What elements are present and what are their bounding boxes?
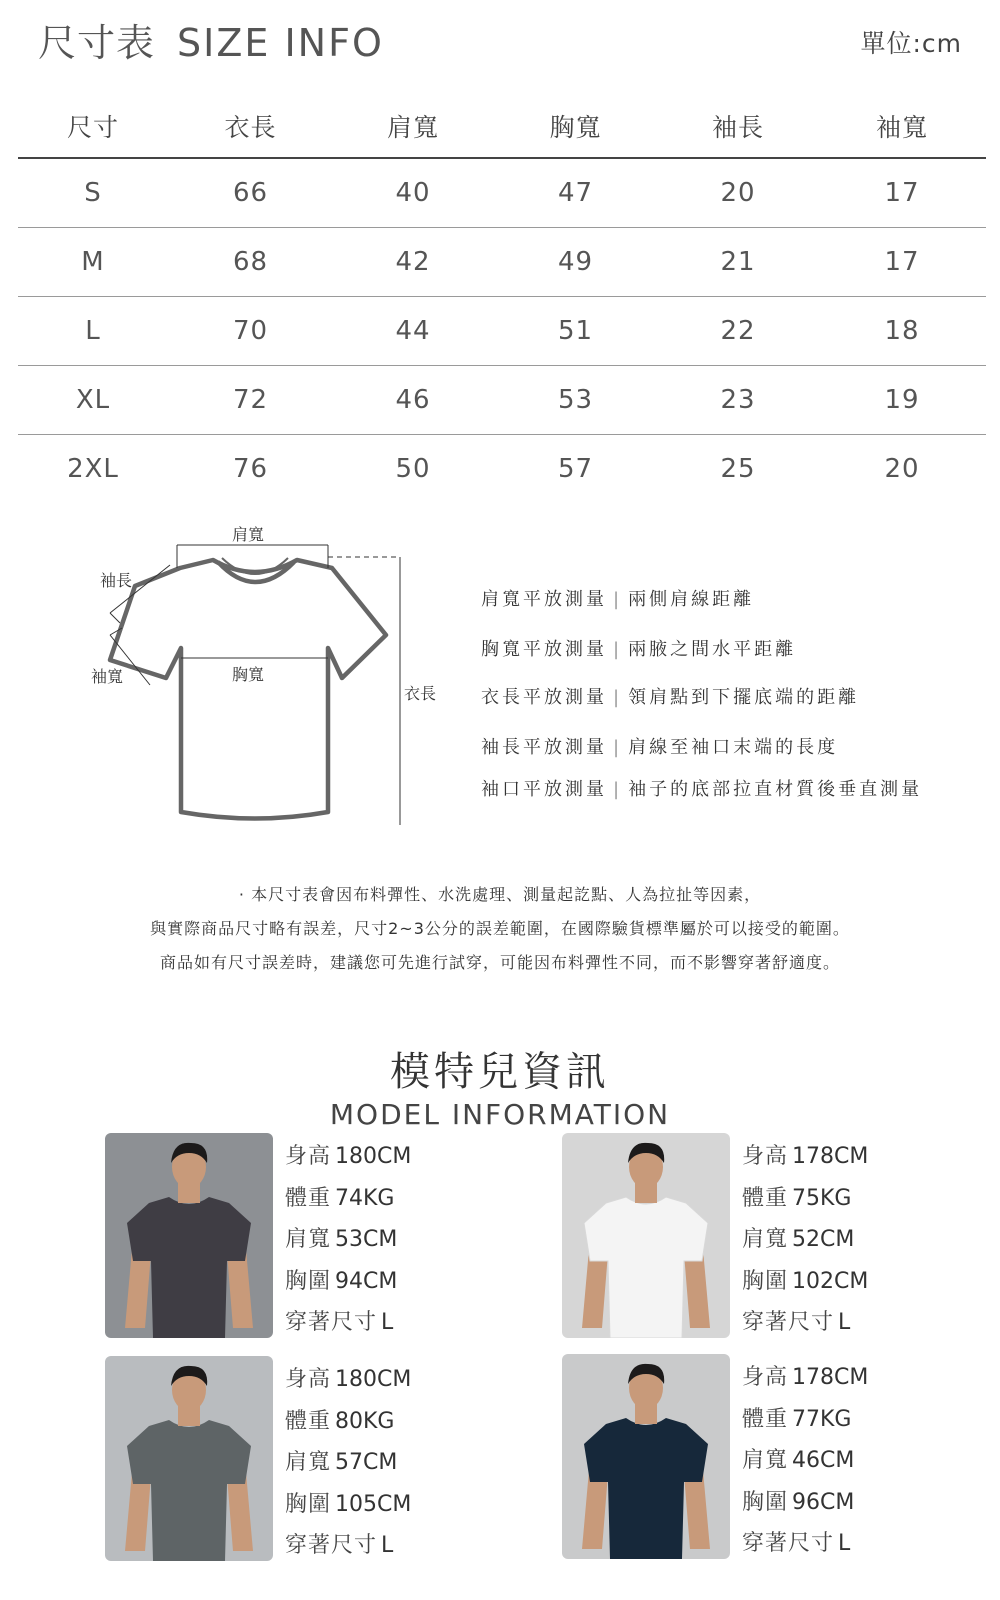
stat-value: 96CM <box>792 1489 855 1515</box>
model-stat-weight <box>285 1404 394 1435</box>
sleeve-length-label: 袖長 <box>100 571 133 590</box>
stat-value: 80KG <box>335 1408 395 1434</box>
model-stat-height <box>285 1139 411 1170</box>
note-separator: | <box>613 639 623 660</box>
column-header: 袖長 <box>711 113 764 142</box>
model-section-subtitle: MODEL INFORMATION <box>329 1098 671 1131</box>
stat-value: 178CM <box>792 1144 869 1169</box>
stat-value: L <box>838 1310 851 1335</box>
stat-label: 胸圍 <box>285 1268 332 1294</box>
measurement-cell: 57 <box>557 454 594 484</box>
note-name: 袖長平放測量 <box>481 737 607 758</box>
stat-label: 肩寬 <box>742 1227 789 1252</box>
stat-label: 肩寬 <box>285 1450 332 1475</box>
measurement-cell: 40 <box>395 178 431 208</box>
column-header: 尺寸 <box>66 113 119 142</box>
model-stat-chest <box>742 1485 854 1516</box>
stat-label: 體重 <box>742 1406 789 1432</box>
model-stat-height <box>742 1360 868 1391</box>
size-cell: M <box>81 247 105 277</box>
stat-label: 穿著尺寸 <box>285 1533 378 1558</box>
size-cell: L <box>85 316 101 346</box>
model-stat-size <box>285 1305 393 1336</box>
note-name: 肩寬平放測量 <box>481 589 607 610</box>
stat-value: 180CM <box>335 1367 412 1392</box>
measurement-cell: 70 <box>232 316 269 346</box>
table-row <box>18 297 986 366</box>
model-stat-weight <box>285 1181 394 1212</box>
stat-value: 178CM <box>792 1365 869 1390</box>
measurement-cell: 53 <box>557 385 594 415</box>
stat-label: 身高 <box>285 1367 332 1392</box>
measurement-cell: 50 <box>395 454 431 484</box>
title-en: SIZE INFO <box>177 21 384 65</box>
tshirt-measurement-diagram <box>80 520 460 850</box>
column-header: 肩寬 <box>386 113 439 142</box>
stat-value: 180CM <box>335 1144 412 1169</box>
model-card <box>562 1133 1000 1343</box>
model-stat-height <box>742 1139 868 1170</box>
measurement-note <box>481 585 754 611</box>
model-stat-chest <box>285 1264 397 1295</box>
note-description: 兩側肩線距離 <box>628 589 755 610</box>
tshirt-outline-icon <box>80 520 460 850</box>
measurement-cell: 72 <box>232 385 269 415</box>
table-row <box>18 228 986 297</box>
title-zh: 尺寸表 <box>38 21 156 65</box>
stat-label: 肩寬 <box>285 1227 332 1252</box>
stat-value: 52CM <box>792 1227 855 1252</box>
note-description: 袖子的底部拉直材質後垂直測量 <box>628 779 923 800</box>
model-silhouette-icon <box>562 1133 730 1338</box>
chest-width-label: 胸寬 <box>232 665 265 684</box>
stat-label: 胸圍 <box>742 1489 789 1515</box>
measurement-cell: 17 <box>884 247 920 277</box>
note-separator: | <box>613 737 623 758</box>
measurement-cell: 18 <box>884 316 920 346</box>
stat-label: 身高 <box>285 1144 332 1169</box>
disclaimer-line: · 本尺寸表會因布料彈性、水洗處理、測量起訖點、人為拉扯等因素， <box>238 885 762 904</box>
model-photo <box>105 1133 273 1338</box>
stat-value: 94CM <box>335 1268 398 1294</box>
stat-value: 46CM <box>792 1448 855 1473</box>
measurement-note <box>481 683 859 709</box>
model-photo <box>562 1354 730 1559</box>
note-description: 領肩點到下擺底端的距離 <box>628 687 860 708</box>
column-header: 胸寬 <box>549 113 602 142</box>
stat-value: 105CM <box>335 1491 412 1517</box>
measurement-cell: 68 <box>232 247 269 277</box>
stat-value: 74KG <box>335 1185 395 1211</box>
stat-label: 體重 <box>285 1185 332 1211</box>
model-stat-weight <box>742 1402 851 1433</box>
measurement-cell: 47 <box>557 178 594 208</box>
measurement-note <box>481 775 922 801</box>
size-cell: 2XL <box>67 454 119 484</box>
note-description: 兩腋之間水平距離 <box>628 639 797 660</box>
model-stat-chest <box>285 1487 411 1518</box>
measurement-cell: 66 <box>232 178 269 208</box>
stat-label: 胸圍 <box>742 1268 789 1294</box>
note-name: 胸寬平放測量 <box>481 639 607 660</box>
disclaimer-line: 與實際商品尺寸略有誤差，尺寸2~3公分的誤差範圍，在國際驗貨標準屬於可以接受的範圍。 <box>150 919 850 938</box>
table-header-row <box>18 95 986 159</box>
model-stat-size <box>285 1528 393 1559</box>
length-label: 衣長 <box>404 684 437 703</box>
stat-label: 身高 <box>742 1365 789 1390</box>
stat-label: 體重 <box>285 1408 332 1434</box>
model-photo <box>105 1356 273 1561</box>
page-title <box>38 12 384 67</box>
stat-value: 75KG <box>792 1185 852 1211</box>
stat-value: L <box>381 1533 394 1558</box>
measurement-cell: 42 <box>395 247 431 277</box>
model-stat-size <box>742 1305 850 1336</box>
measurement-cell: 25 <box>720 454 756 484</box>
note-name: 袖口平放測量 <box>481 779 607 800</box>
stat-value: L <box>838 1531 851 1556</box>
size-cell: XL <box>75 385 111 415</box>
model-stat-size <box>742 1526 850 1557</box>
model-stat-shoulder <box>285 1222 397 1253</box>
stat-value: 57CM <box>335 1450 398 1475</box>
size-table <box>18 95 986 503</box>
measurement-cell: 20 <box>884 454 920 484</box>
measurement-cell: 22 <box>720 316 756 346</box>
measurement-cell: 21 <box>720 247 756 277</box>
unit-label: 單位:cm <box>860 29 962 58</box>
model-photo <box>562 1133 730 1338</box>
note-separator: | <box>613 687 623 708</box>
disclaimer-line: 商品如有尺寸誤差時，建議您可先進行試穿，可能因布料彈性不同，而不影響穿著舒適度。 <box>159 953 840 972</box>
column-header: 衣長 <box>224 113 277 142</box>
measurement-note <box>481 635 796 661</box>
model-stat-shoulder <box>742 1443 854 1474</box>
disclaimer <box>0 878 1000 980</box>
model-stat-weight <box>742 1181 851 1212</box>
stat-label: 胸圍 <box>285 1491 332 1517</box>
stat-value: L <box>381 1310 394 1335</box>
measurement-note <box>481 733 838 759</box>
note-name: 衣長平放測量 <box>481 687 607 708</box>
model-stat-chest <box>742 1264 868 1295</box>
measurement-cell: 49 <box>557 247 594 277</box>
stat-label: 肩寬 <box>742 1448 789 1473</box>
stat-value: 53CM <box>335 1227 398 1252</box>
stat-label: 穿著尺寸 <box>285 1310 378 1335</box>
size-cell: S <box>84 178 102 208</box>
model-stat-shoulder <box>742 1222 854 1253</box>
measurement-cell: 19 <box>884 385 920 415</box>
stat-value: 77KG <box>792 1406 852 1432</box>
model-card <box>105 1356 565 1566</box>
note-separator: | <box>613 589 623 610</box>
stat-label: 穿著尺寸 <box>742 1531 835 1556</box>
measurement-cell: 44 <box>395 316 431 346</box>
measurement-cell: 46 <box>395 385 431 415</box>
measurement-cell: 20 <box>720 178 756 208</box>
model-stat-shoulder <box>285 1445 397 1476</box>
stat-label: 身高 <box>742 1144 789 1169</box>
note-separator: | <box>613 779 623 800</box>
measurement-cell: 76 <box>232 454 269 484</box>
stat-value: 102CM <box>792 1268 869 1294</box>
model-silhouette-icon <box>562 1354 730 1559</box>
stat-label: 穿著尺寸 <box>742 1310 835 1335</box>
model-card <box>105 1133 565 1343</box>
note-description: 肩線至袖口末端的長度 <box>628 737 839 758</box>
model-stat-height <box>285 1362 411 1393</box>
model-silhouette-icon <box>105 1133 273 1338</box>
table-row <box>18 159 986 228</box>
table-body <box>18 159 986 503</box>
sleeve-width-label: 袖寬 <box>91 667 124 686</box>
measurement-cell: 17 <box>884 178 920 208</box>
model-card <box>562 1354 1000 1564</box>
model-section-title: 模特兒資訊 <box>390 1049 610 1095</box>
shoulder-width-label: 肩寬 <box>232 525 265 544</box>
table-row <box>18 435 986 503</box>
measurement-cell: 51 <box>557 316 594 346</box>
model-silhouette-icon <box>105 1356 273 1561</box>
table-row <box>18 366 986 435</box>
column-header: 袖寬 <box>875 113 928 142</box>
measurement-cell: 23 <box>720 385 756 415</box>
stat-label: 體重 <box>742 1185 789 1211</box>
